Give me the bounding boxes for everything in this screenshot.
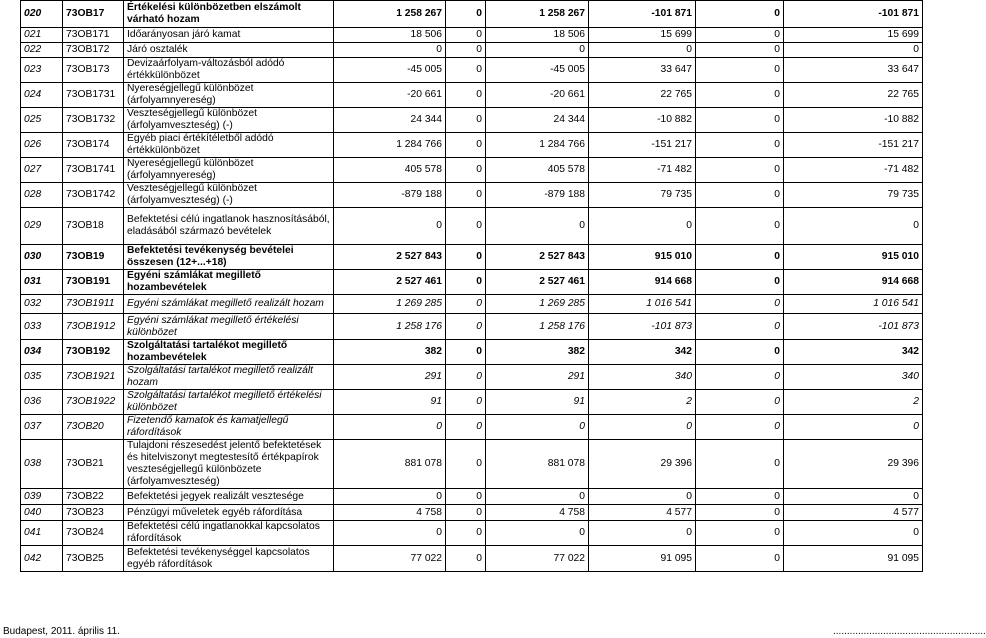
table-row <box>21 415 923 440</box>
value-cell: 0 <box>446 245 486 270</box>
row-number: 037 <box>21 415 63 440</box>
value-cell: 0 <box>486 208 589 245</box>
footer-place-date: Budapest, 2011. április 11. <box>3 626 120 637</box>
row-code: 73OB21 <box>63 440 124 489</box>
value-cell: 2 <box>589 390 696 415</box>
value-cell: 0 <box>696 58 784 83</box>
value-cell: 0 <box>446 390 486 415</box>
value-cell: -101 871 <box>784 1 923 28</box>
table-row <box>21 58 923 83</box>
value-cell: 0 <box>446 489 486 505</box>
value-cell: 77 022 <box>486 546 589 572</box>
row-description: Pénzügyi műveletek egyéb ráfordítása <box>124 505 334 521</box>
value-cell: 0 <box>784 43 923 58</box>
row-code: 73OB174 <box>63 133 124 158</box>
row-code: 73OB1921 <box>63 365 124 390</box>
row-code: 73OB18 <box>63 208 124 245</box>
value-cell: 0 <box>696 1 784 28</box>
table-row <box>21 390 923 415</box>
value-cell: 340 <box>784 365 923 390</box>
table-row <box>21 440 923 489</box>
value-cell: 0 <box>696 390 784 415</box>
value-cell: 0 <box>446 415 486 440</box>
table-row <box>21 133 923 158</box>
value-cell: -879 188 <box>486 183 589 208</box>
value-cell: 0 <box>446 314 486 340</box>
value-cell: 881 078 <box>334 440 446 489</box>
value-cell: 0 <box>486 489 589 505</box>
value-cell: 15 699 <box>784 28 923 43</box>
row-description: Szolgáltatási tartalékot megillető realizált hozam <box>124 365 334 390</box>
value-cell: 0 <box>589 415 696 440</box>
row-code: 73OB173 <box>63 58 124 83</box>
row-code: 73OB171 <box>63 28 124 43</box>
row-code: 73OB23 <box>63 505 124 521</box>
value-cell: 914 668 <box>589 270 696 295</box>
value-cell: 0 <box>446 133 486 158</box>
row-code: 73OB17 <box>63 1 124 28</box>
value-cell: 91 095 <box>784 546 923 572</box>
value-cell: 22 765 <box>589 83 696 108</box>
row-description: Befektetési tevékenység bevételei összesen (12+...+18) <box>124 245 334 270</box>
value-cell: -101 873 <box>589 314 696 340</box>
row-code: 73OB1912 <box>63 314 124 340</box>
table-row <box>21 314 923 340</box>
table-body <box>21 1 923 572</box>
value-cell: 0 <box>446 58 486 83</box>
value-cell: 291 <box>334 365 446 390</box>
value-cell: 405 578 <box>486 158 589 183</box>
value-cell: 77 022 <box>334 546 446 572</box>
value-cell: 0 <box>446 208 486 245</box>
row-number: 025 <box>21 108 63 133</box>
value-cell: 79 735 <box>784 183 923 208</box>
value-cell: -101 873 <box>784 314 923 340</box>
value-cell: 0 <box>696 365 784 390</box>
value-cell: 0 <box>784 521 923 546</box>
table-row <box>21 489 923 505</box>
value-cell: 0 <box>486 43 589 58</box>
value-cell: 2 527 461 <box>334 270 446 295</box>
row-number: 035 <box>21 365 63 390</box>
row-number: 031 <box>21 270 63 295</box>
value-cell: 405 578 <box>334 158 446 183</box>
row-description: Befektetési tevékenységgel kapcsolatos egyéb ráfordítások <box>124 546 334 572</box>
value-cell: 0 <box>696 521 784 546</box>
row-number: 038 <box>21 440 63 489</box>
value-cell: -151 217 <box>589 133 696 158</box>
row-description: Befektetési célú ingatlanokkal kapcsolatos ráfordítások <box>124 521 334 546</box>
row-description: Befektetési jegyek realizált vesztesége <box>124 489 334 505</box>
value-cell: 0 <box>446 440 486 489</box>
table-row <box>21 43 923 58</box>
value-cell: 0 <box>446 521 486 546</box>
row-code: 73OB1731 <box>63 83 124 108</box>
row-description: Egyéni számlákat megillető értékelési különbözet <box>124 314 334 340</box>
value-cell: 0 <box>334 43 446 58</box>
value-cell: -71 482 <box>784 158 923 183</box>
value-cell: 0 <box>446 43 486 58</box>
value-cell: 0 <box>589 43 696 58</box>
value-cell: 33 647 <box>589 58 696 83</box>
row-number: 041 <box>21 521 63 546</box>
value-cell: 1 016 541 <box>589 295 696 314</box>
value-cell: 29 396 <box>589 440 696 489</box>
row-number: 042 <box>21 546 63 572</box>
value-cell: 0 <box>696 440 784 489</box>
value-cell: -151 217 <box>784 133 923 158</box>
value-cell: 0 <box>446 340 486 365</box>
value-cell: 15 699 <box>589 28 696 43</box>
value-cell: 0 <box>696 489 784 505</box>
value-cell: 4 758 <box>334 505 446 521</box>
value-cell: 0 <box>446 158 486 183</box>
table-row <box>21 340 923 365</box>
value-cell: 0 <box>696 340 784 365</box>
value-cell: 4 758 <box>486 505 589 521</box>
row-number: 023 <box>21 58 63 83</box>
value-cell: -10 882 <box>784 108 923 133</box>
value-cell: 0 <box>589 521 696 546</box>
table-row <box>21 208 923 245</box>
value-cell: 0 <box>589 489 696 505</box>
table-row <box>21 365 923 390</box>
row-description: Egyéni számlákat megillető hozambevételek <box>124 270 334 295</box>
row-number: 030 <box>21 245 63 270</box>
row-number: 034 <box>21 340 63 365</box>
value-cell: 0 <box>486 415 589 440</box>
value-cell: 1 016 541 <box>784 295 923 314</box>
value-cell: 33 647 <box>784 58 923 83</box>
value-cell: 79 735 <box>589 183 696 208</box>
value-cell: 91 <box>334 390 446 415</box>
value-cell: 0 <box>784 415 923 440</box>
value-cell: 18 506 <box>486 28 589 43</box>
value-cell: 0 <box>696 314 784 340</box>
table-row <box>21 295 923 314</box>
value-cell: 0 <box>696 295 784 314</box>
value-cell: 1 258 267 <box>486 1 589 28</box>
row-number: 039 <box>21 489 63 505</box>
value-cell: 0 <box>334 521 446 546</box>
value-cell: 0 <box>696 133 784 158</box>
value-cell: 18 506 <box>334 28 446 43</box>
value-cell: -45 005 <box>334 58 446 83</box>
value-cell: 0 <box>334 489 446 505</box>
value-cell: 342 <box>784 340 923 365</box>
row-description: Befektetési célú ingatlanok hasznosításából, eladásából származó bevételek <box>124 208 334 245</box>
value-cell: 0 <box>446 295 486 314</box>
value-cell: 22 765 <box>784 83 923 108</box>
value-cell: 0 <box>696 270 784 295</box>
row-number: 020 <box>21 1 63 28</box>
table-row <box>21 158 923 183</box>
value-cell: 0 <box>446 1 486 28</box>
value-cell: 0 <box>696 183 784 208</box>
row-code: 73OB172 <box>63 43 124 58</box>
row-description: Tulajdoni részesedést jelentő befektetések és hitelviszonyt megtestesítő értékpapírok veszteségjellegű különbözete (árfolyamveszteség) <box>124 440 334 489</box>
row-code: 73OB19 <box>63 245 124 270</box>
value-cell: 4 577 <box>784 505 923 521</box>
table-row <box>21 245 923 270</box>
table-row <box>21 521 923 546</box>
value-cell: -45 005 <box>486 58 589 83</box>
row-number: 026 <box>21 133 63 158</box>
value-cell: 0 <box>334 415 446 440</box>
value-cell: 0 <box>589 208 696 245</box>
value-cell: 0 <box>784 489 923 505</box>
row-number: 033 <box>21 314 63 340</box>
value-cell: 0 <box>486 521 589 546</box>
row-code: 73OB1911 <box>63 295 124 314</box>
row-number: 032 <box>21 295 63 314</box>
value-cell: 0 <box>696 245 784 270</box>
table-row <box>21 83 923 108</box>
row-description: Egyéb piaci értékítéletből adódó értékkülönbözet <box>124 133 334 158</box>
row-description: Veszteségjellegű különbözet (árfolyamveszteség) (-) <box>124 108 334 133</box>
row-number: 040 <box>21 505 63 521</box>
row-code: 73OB25 <box>63 546 124 572</box>
value-cell: 0 <box>696 83 784 108</box>
value-cell: 91 <box>486 390 589 415</box>
row-number: 024 <box>21 83 63 108</box>
row-code: 73OB22 <box>63 489 124 505</box>
value-cell: -10 882 <box>589 108 696 133</box>
value-cell: 0 <box>696 505 784 521</box>
value-cell: 915 010 <box>784 245 923 270</box>
value-cell: 2 527 461 <box>486 270 589 295</box>
value-cell: 382 <box>334 340 446 365</box>
row-description: Járó osztalék <box>124 43 334 58</box>
row-description: Egyéni számlákat megillető realizált hozam <box>124 295 334 314</box>
value-cell: 1 258 176 <box>486 314 589 340</box>
row-code: 73OB1741 <box>63 158 124 183</box>
value-cell: 340 <box>589 365 696 390</box>
row-description: Értékelési különbözetben elszámolt várható hozam <box>124 1 334 28</box>
value-cell: 1 269 285 <box>486 295 589 314</box>
row-description: Devizaárfolyam-változásból adódó értékkülönbözet <box>124 58 334 83</box>
value-cell: 0 <box>696 415 784 440</box>
value-cell: 1 269 285 <box>334 295 446 314</box>
table-row <box>21 108 923 133</box>
financial-table <box>20 0 923 572</box>
value-cell: 91 095 <box>589 546 696 572</box>
value-cell: 0 <box>446 108 486 133</box>
value-cell: 2 527 843 <box>486 245 589 270</box>
row-code: 73OB1922 <box>63 390 124 415</box>
row-code: 73OB24 <box>63 521 124 546</box>
value-cell: 24 344 <box>486 108 589 133</box>
value-cell: 1 284 766 <box>334 133 446 158</box>
row-number: 036 <box>21 390 63 415</box>
value-cell: 0 <box>696 43 784 58</box>
row-description: Fizetendő kamatok és kamatjellegű ráfordítások <box>124 415 334 440</box>
value-cell: 0 <box>446 28 486 43</box>
row-number: 022 <box>21 43 63 58</box>
value-cell: 0 <box>446 365 486 390</box>
row-number: 029 <box>21 208 63 245</box>
value-cell: 2 527 843 <box>334 245 446 270</box>
table-row <box>21 28 923 43</box>
table-row <box>21 505 923 521</box>
row-description: Nyereségjellegű különbözet (árfolyamnyereség) <box>124 83 334 108</box>
value-cell: 1 258 267 <box>334 1 446 28</box>
value-cell: 29 396 <box>784 440 923 489</box>
value-cell: -101 871 <box>589 1 696 28</box>
table-row <box>21 183 923 208</box>
row-code: 73OB192 <box>63 340 124 365</box>
value-cell: 0 <box>696 546 784 572</box>
value-cell: 1 258 176 <box>334 314 446 340</box>
row-code: 73OB1732 <box>63 108 124 133</box>
row-code: 73OB1742 <box>63 183 124 208</box>
value-cell: 0 <box>446 546 486 572</box>
row-number: 021 <box>21 28 63 43</box>
table-row <box>21 270 923 295</box>
value-cell: 881 078 <box>486 440 589 489</box>
value-cell: -879 188 <box>334 183 446 208</box>
footer-signature-line: ....................................................... <box>833 626 986 637</box>
value-cell: 0 <box>696 108 784 133</box>
value-cell: -71 482 <box>589 158 696 183</box>
value-cell: 0 <box>696 208 784 245</box>
row-code: 73OB20 <box>63 415 124 440</box>
value-cell: 342 <box>589 340 696 365</box>
row-description: Időarányosan járó kamat <box>124 28 334 43</box>
value-cell: 382 <box>486 340 589 365</box>
value-cell: 1 284 766 <box>486 133 589 158</box>
row-number: 028 <box>21 183 63 208</box>
row-code: 73OB191 <box>63 270 124 295</box>
value-cell: 4 577 <box>589 505 696 521</box>
row-description: Nyereségjellegű különbözet (árfolyamnyereség) <box>124 158 334 183</box>
table-row <box>21 1 923 28</box>
value-cell: 0 <box>446 83 486 108</box>
row-description: Szolgáltatási tartalékot megillető hozambevételek <box>124 340 334 365</box>
row-description: Szolgáltatási tartalékot megillető értékelési különbözet <box>124 390 334 415</box>
value-cell: 915 010 <box>589 245 696 270</box>
value-cell: 291 <box>486 365 589 390</box>
value-cell: 0 <box>446 270 486 295</box>
value-cell: 0 <box>446 183 486 208</box>
value-cell: 2 <box>784 390 923 415</box>
value-cell: -20 661 <box>334 83 446 108</box>
value-cell: 0 <box>446 505 486 521</box>
value-cell: 0 <box>334 208 446 245</box>
value-cell: 24 344 <box>334 108 446 133</box>
value-cell: 914 668 <box>784 270 923 295</box>
table-row <box>21 546 923 572</box>
value-cell: 0 <box>696 158 784 183</box>
value-cell: 0 <box>784 208 923 245</box>
row-number: 027 <box>21 158 63 183</box>
value-cell: 0 <box>696 28 784 43</box>
row-description: Veszteségjellegű különbözet (árfolyamveszteség) (-) <box>124 183 334 208</box>
value-cell: -20 661 <box>486 83 589 108</box>
